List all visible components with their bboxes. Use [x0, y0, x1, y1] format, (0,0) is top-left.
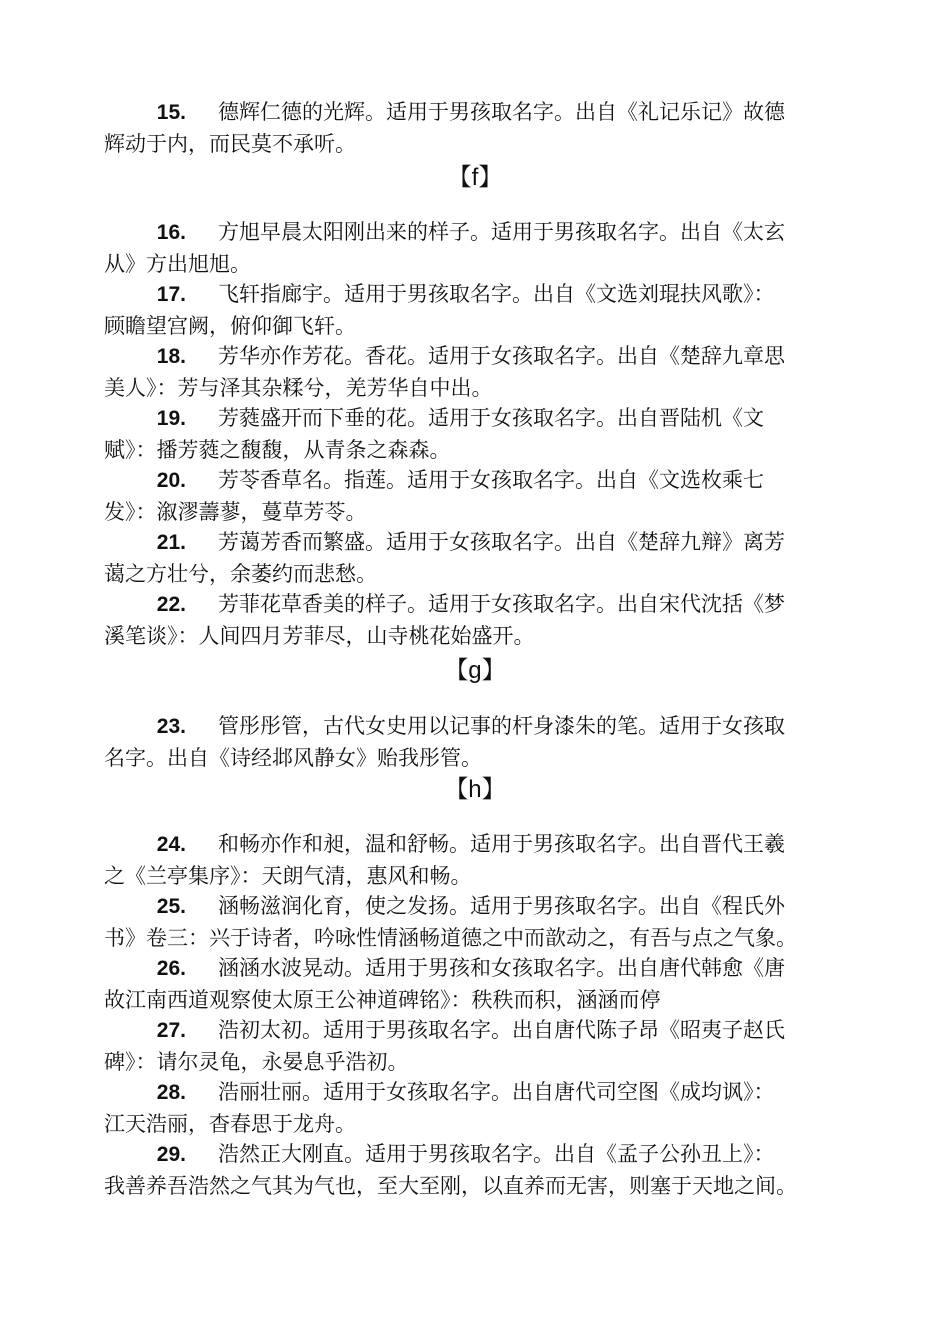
entry-text-continued: 溪笔谈》：人间四月芳菲尽，山寺桃花始盛开。	[104, 624, 535, 648]
entry-text: 芳华亦作芳花。香花。适用于女孩取名字。出自《楚辞九章思	[218, 344, 785, 368]
entry-text-continued: 碑》：请尔灵龟，永晏息乎浩初。	[104, 1050, 409, 1074]
entry-text: 芳蕤盛开而下垂的花。适用于女孩取名字。出自晋陆机《文	[218, 406, 764, 430]
entry-text-continued: 美人》：芳与泽其杂糅兮，羌芳华自中出。	[104, 376, 493, 400]
section-heading-f: 【f】	[447, 164, 503, 191]
entry-29	[104, 1138, 864, 1202]
entry-16	[104, 216, 864, 280]
entry-text-continued: 辉动于内，而民莫不承听。	[104, 132, 356, 156]
entry-number: 24.	[156, 833, 186, 856]
entry-text: 浩然正大刚直。适用于男孩取名字。出自《孟子公孙丑上》：	[218, 1142, 775, 1166]
entry-number: 17.	[156, 283, 186, 306]
entry-text: 浩初太初。适用于男孩取名字。出自唐代陈子昂《昭夷子赵氏	[218, 1018, 785, 1042]
entry-23	[104, 710, 864, 774]
entry-number: 26.	[156, 957, 186, 980]
entry-text: 芳苓香草名。指莲。适用于女孩取名字。出自《文选枚乘七	[218, 468, 764, 492]
entry-text-continued: 顾瞻望宫阙，俯仰御飞轩。	[104, 314, 356, 338]
entry-18	[104, 340, 864, 404]
entry-number: 18.	[156, 345, 186, 368]
entry-19	[104, 402, 864, 466]
entry-number: 19.	[156, 407, 186, 430]
entry-text-continued: 我善养吾浩然之气其为气也，至大至刚，以直养而无害，则塞于天地之间。	[104, 1174, 797, 1198]
entry-text-continued: 书》卷三：兴于诗者，吟咏性情涵畅道德之中而歆动之，有吾与点之气象。	[104, 926, 797, 950]
entry-number: 22.	[156, 593, 186, 616]
entry-25	[104, 890, 864, 954]
entry-number: 16.	[156, 221, 186, 244]
section-heading-h: 【h】	[444, 776, 506, 803]
entry-text: 德辉仁德的光辉。适用于男孩取名字。出自《礼记乐记》故德	[218, 100, 785, 124]
entry-28	[104, 1076, 864, 1140]
entry-20	[104, 464, 864, 528]
entry-text: 涵畅滋润化育，使之发扬。适用于男孩取名字。出自《程氏外	[218, 894, 785, 918]
entry-text: 芳菲花草香美的样子。适用于女孩取名字。出自宋代沈括《梦	[218, 592, 785, 616]
entry-text-continued: 发》：溆漻薵蓼，蔓草芳苓。	[104, 500, 367, 524]
entry-text-continued: 蔼之方壮兮，余萎约而悲愁。	[104, 562, 377, 586]
entry-number: 23.	[156, 715, 186, 738]
entry-number: 28.	[156, 1081, 186, 1104]
entry-text-continued: 赋》：播芳蕤之馥馥，从青条之森森。	[104, 438, 451, 462]
entry-text: 飞轩指廊宇。适用于男孩取名字。出自《文选刘琨扶风歌》：	[218, 282, 775, 306]
entry-text: 和畅亦作和昶，温和舒畅。适用于男孩取名字。出自晋代王羲	[218, 832, 785, 856]
entry-22	[104, 588, 864, 652]
entry-number: 27.	[156, 1019, 186, 1042]
section-heading-g: 【g】	[444, 657, 506, 684]
entry-text-continued: 名字。出自《诗经邶风静女》贻我彤管。	[104, 746, 482, 770]
entry-21	[104, 526, 864, 590]
entry-text: 浩丽壮丽。适用于女孩取名字。出自唐代司空图《成均讽》：	[218, 1080, 775, 1104]
entry-15	[104, 96, 864, 160]
entry-number: 21.	[156, 531, 186, 554]
entry-24	[104, 828, 864, 892]
entry-text-continued: 故江南西道观察使太原王公神道碑铭》：秩秩而积，涵涵而停	[104, 988, 661, 1012]
entry-text: 涵涵水波晃动。适用于男孩和女孩取名字。出自唐代韩愈《唐	[218, 956, 785, 980]
entry-26	[104, 952, 864, 1016]
entry-text: 管彤彤管，古代女史用以记事的杆身漆朱的笔。适用于女孩取	[218, 714, 785, 738]
entry-number: 29.	[156, 1143, 186, 1166]
entry-text-continued: 从》方出旭旭。	[104, 252, 251, 276]
entry-text-continued: 江天浩丽，杳春思于龙舟。	[104, 1112, 356, 1136]
entry-17	[104, 278, 864, 342]
entry-number: 25.	[156, 895, 186, 918]
entry-text-continued: 之《兰亭集序》：天朗气清，惠风和畅。	[104, 864, 472, 888]
entry-text: 方旭早晨太阳刚出来的样子。适用于男孩取名字。出自《太玄	[218, 220, 785, 244]
entry-number: 20.	[156, 469, 186, 492]
entry-27	[104, 1014, 864, 1078]
entry-text: 芳蔼芳香而繁盛。适用于女孩取名字。出自《楚辞九辩》离芳	[218, 530, 785, 554]
entry-number: 15.	[156, 101, 186, 124]
